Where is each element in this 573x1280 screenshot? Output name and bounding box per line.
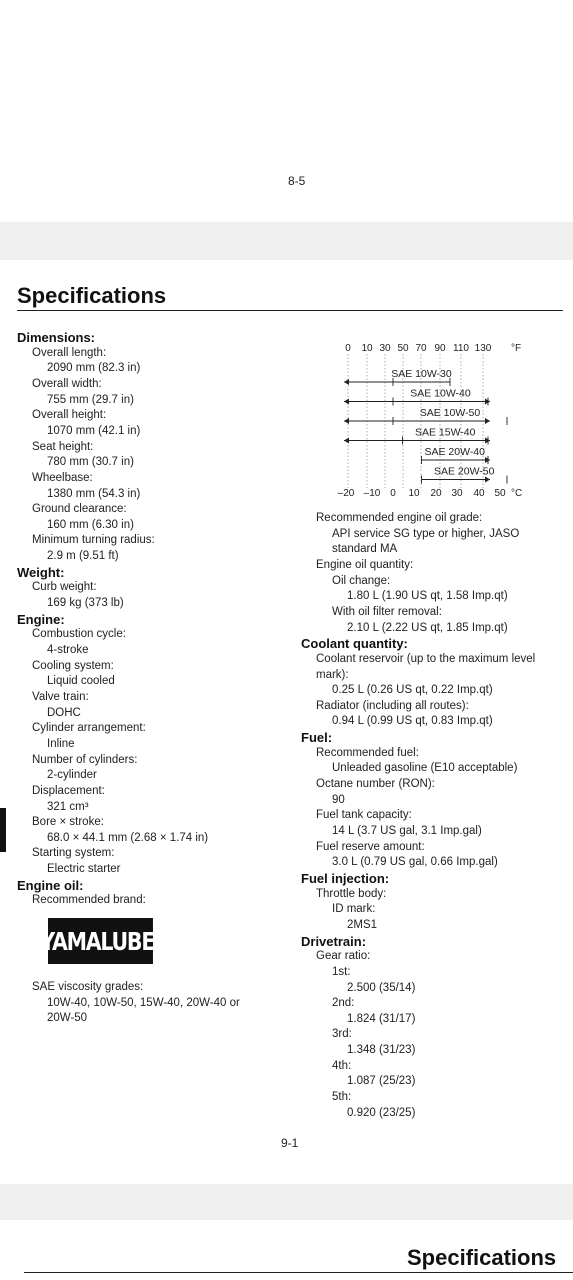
spec-value: 169 kg (373 lb) (47, 597, 124, 610)
spec-value: Inline (47, 737, 75, 750)
spec-label: Octane number (RON): (316, 778, 435, 791)
spec-value: 160 mm (6.30 in) (47, 518, 134, 531)
previous-page (0, 0, 573, 222)
celsius-tick-label: 0 (390, 488, 396, 499)
viscosity-grade-label: SAE 20W-50 (433, 465, 495, 478)
range-left-arrow (344, 399, 349, 405)
spec-category: Fuel injection: (301, 870, 390, 886)
range-left-arrow (344, 418, 349, 424)
viscosity-grade-label: SAE 20W-40 (424, 446, 486, 458)
side-tab-marker (0, 808, 6, 852)
range-left-arrow (344, 438, 349, 444)
celsius-tick-label: 10 (408, 488, 420, 499)
spec-value: 2.10 L (2.22 US qt, 1.85 Imp.qt) (347, 621, 508, 634)
spec-label: Coolant reservoir (up to the maximum level (316, 652, 536, 665)
oil-viscosity-chart (330, 338, 535, 504)
spec-label: Fuel reserve amount: (316, 840, 425, 853)
spec-value: 0.25 L (0.26 US qt, 0.22 Imp.qt) (332, 684, 493, 697)
spec-label: Overall width: (32, 377, 102, 390)
spec-label: Overall height: (32, 409, 107, 422)
spec-label: Displacement: (32, 784, 105, 797)
spec-value: 780 mm (30.7 in) (47, 456, 134, 469)
spec-label: Valve train: (32, 690, 89, 703)
spec-value: 90 (332, 793, 345, 806)
spec-value: 2-cylinder (47, 769, 97, 782)
spec-label: Cylinder arrangement: (32, 722, 146, 735)
page-gap-2 (0, 1184, 573, 1220)
range-right-arrow (485, 418, 490, 424)
spec-value: 1.824 (31/17) (347, 1012, 416, 1025)
fahrenheit-tick-label: 30 (379, 343, 391, 354)
yamalube-logo: YAMALUBE ® (48, 918, 153, 964)
spec-value: 1.087 (25/23) (347, 1075, 416, 1088)
viscosity-grade-label: SAE 10W-40 (410, 387, 471, 400)
spec-label: Throttle body: (316, 887, 387, 900)
spec-label: Overall length: (32, 346, 107, 359)
spec-value: DOHC (47, 706, 81, 719)
spec-value: 20W-50 (47, 1012, 88, 1025)
spec-value: 2090 mm (82.3 in) (47, 362, 141, 375)
celsius-tick-label: 30 (451, 488, 463, 499)
spec-label: Number of cylinders: (32, 753, 138, 766)
spec-label: 4th: (332, 1059, 352, 1072)
spec-value: 3.0 L (0.79 US gal, 0.66 Imp.gal) (332, 856, 498, 869)
celsius-tick-label: 40 (473, 488, 485, 499)
spec-category: Dimensions: (17, 330, 96, 345)
spec-category: Engine: (17, 611, 65, 627)
fahrenheit-tick-label: 50 (397, 343, 409, 354)
spec-label: Recommended fuel: (316, 746, 419, 759)
spec-value: Electric starter (47, 863, 121, 876)
spec-value: 10W-40, 10W-50, 15W-40, 20W-40 or (47, 996, 240, 1009)
spec-value: 68.0 × 44.1 mm (2.68 × 1.74 in) (47, 831, 209, 844)
spec-label: Engine oil quantity: (316, 558, 414, 571)
spec-label: Recommended engine oil grade: (316, 512, 483, 524)
spec-category: Drivetrain: (301, 933, 367, 949)
fahrenheit-tick-label: 90 (434, 343, 446, 354)
spec-label: Wheelbase: (32, 471, 93, 484)
spec-value: API service SG type or higher, JASO (332, 527, 520, 540)
spec-label: Cooling system: (32, 659, 114, 672)
spec-label: Gear ratio: (316, 950, 371, 963)
spec-value: 1.80 L (1.90 US qt, 1.58 Imp.qt) (347, 590, 508, 603)
spec-label: 3rd: (332, 1028, 352, 1041)
spec-label: Seat height: (32, 440, 94, 453)
fahrenheit-tick-label: 130 (474, 343, 492, 354)
fahrenheit-tick-label: 110 (453, 343, 469, 354)
spec-category: Engine oil: (17, 877, 84, 893)
spec-label: Ground clearance: (32, 503, 127, 516)
range-right-arrow (485, 438, 490, 444)
celsius-tick-label: –10 (363, 488, 381, 499)
spec-label: mark): (316, 668, 349, 681)
celsius-tick-label: 20 (430, 488, 442, 499)
spec-value: 2.500 (35/14) (347, 981, 416, 994)
spec-label: Radiator (including all routes): (316, 699, 469, 712)
celsius-unit-label: °C (511, 488, 523, 499)
next-page-rule (24, 1272, 573, 1273)
spec-category: Weight: (17, 564, 65, 580)
spec-value: 1070 mm (42.1 in) (47, 424, 141, 437)
celsius-tick-label: –20 (337, 488, 355, 499)
spec-label: Curb weight: (32, 581, 97, 594)
spec-label: Oil change: (332, 574, 391, 587)
title-rule (17, 310, 563, 311)
spec-value: 1.348 (31/23) (347, 1044, 416, 1057)
range-left-arrow (344, 379, 349, 385)
viscosity-grade-label: SAE 10W-50 (419, 407, 481, 419)
spec-value: 14 L (3.7 US gal, 3.1 Imp.gal) (332, 825, 482, 837)
spec-label: Combustion cycle: (32, 628, 126, 641)
spec-value: 755 mm (29.7 in) (47, 393, 134, 406)
range-right-arrow (485, 457, 490, 463)
spec-value: 0.94 L (0.99 US qt, 0.83 Imp.qt) (332, 715, 493, 728)
spec-label: Minimum turning radius: (32, 534, 155, 547)
fahrenheit-tick-label: 0 (345, 343, 351, 354)
spec-label: Recommended brand: (32, 894, 146, 907)
viscosity-grade-label: SAE 10W-30 (391, 368, 452, 380)
spec-value: Liquid cooled (47, 675, 115, 688)
spec-value: Unleaded gasoline (E10 acceptable) (332, 762, 518, 775)
page-title: Specifications (17, 283, 167, 308)
viscosity-grade-label: SAE 15W-40 (414, 426, 476, 439)
spec-label: SAE viscosity grades: (32, 981, 144, 993)
spec-value: 4-stroke (47, 644, 89, 656)
spec-value: standard MA (332, 543, 398, 556)
spec-value: 1380 mm (54.3 in) (47, 487, 141, 500)
spec-label: 1st: (332, 965, 351, 978)
spec-label: ID mark: (332, 903, 376, 916)
spec-label: Bore × stroke: (32, 816, 104, 829)
page-number: 9-1 (281, 1136, 299, 1150)
spec-label: 5th: (332, 1091, 352, 1104)
spec-value: 2MS1 (347, 918, 378, 931)
fahrenheit-tick-label: 10 (361, 343, 373, 354)
spec-label: 2nd: (332, 997, 355, 1010)
spec-category: Fuel: (301, 730, 333, 746)
spec-label: With oil filter removal: (332, 605, 442, 618)
range-right-arrow (485, 399, 490, 405)
spec-label: Starting system: (32, 847, 115, 860)
spec-label: Fuel tank capacity: (316, 809, 412, 822)
next-page-title: Specifications (407, 1245, 557, 1270)
page-gap (0, 222, 573, 260)
spec-value: 0.920 (23/25) (347, 1106, 416, 1119)
spec-value: 2.9 m (9.51 ft) (47, 550, 119, 563)
spec-category: Coolant quantity: (301, 636, 408, 652)
celsius-tick-label: 50 (494, 488, 506, 499)
spec-value: 321 cm³ (47, 800, 89, 813)
fahrenheit-tick-label: 70 (415, 343, 427, 354)
previous-page-number: 8-5 (288, 174, 306, 188)
fahrenheit-unit-label: °F (511, 343, 522, 354)
